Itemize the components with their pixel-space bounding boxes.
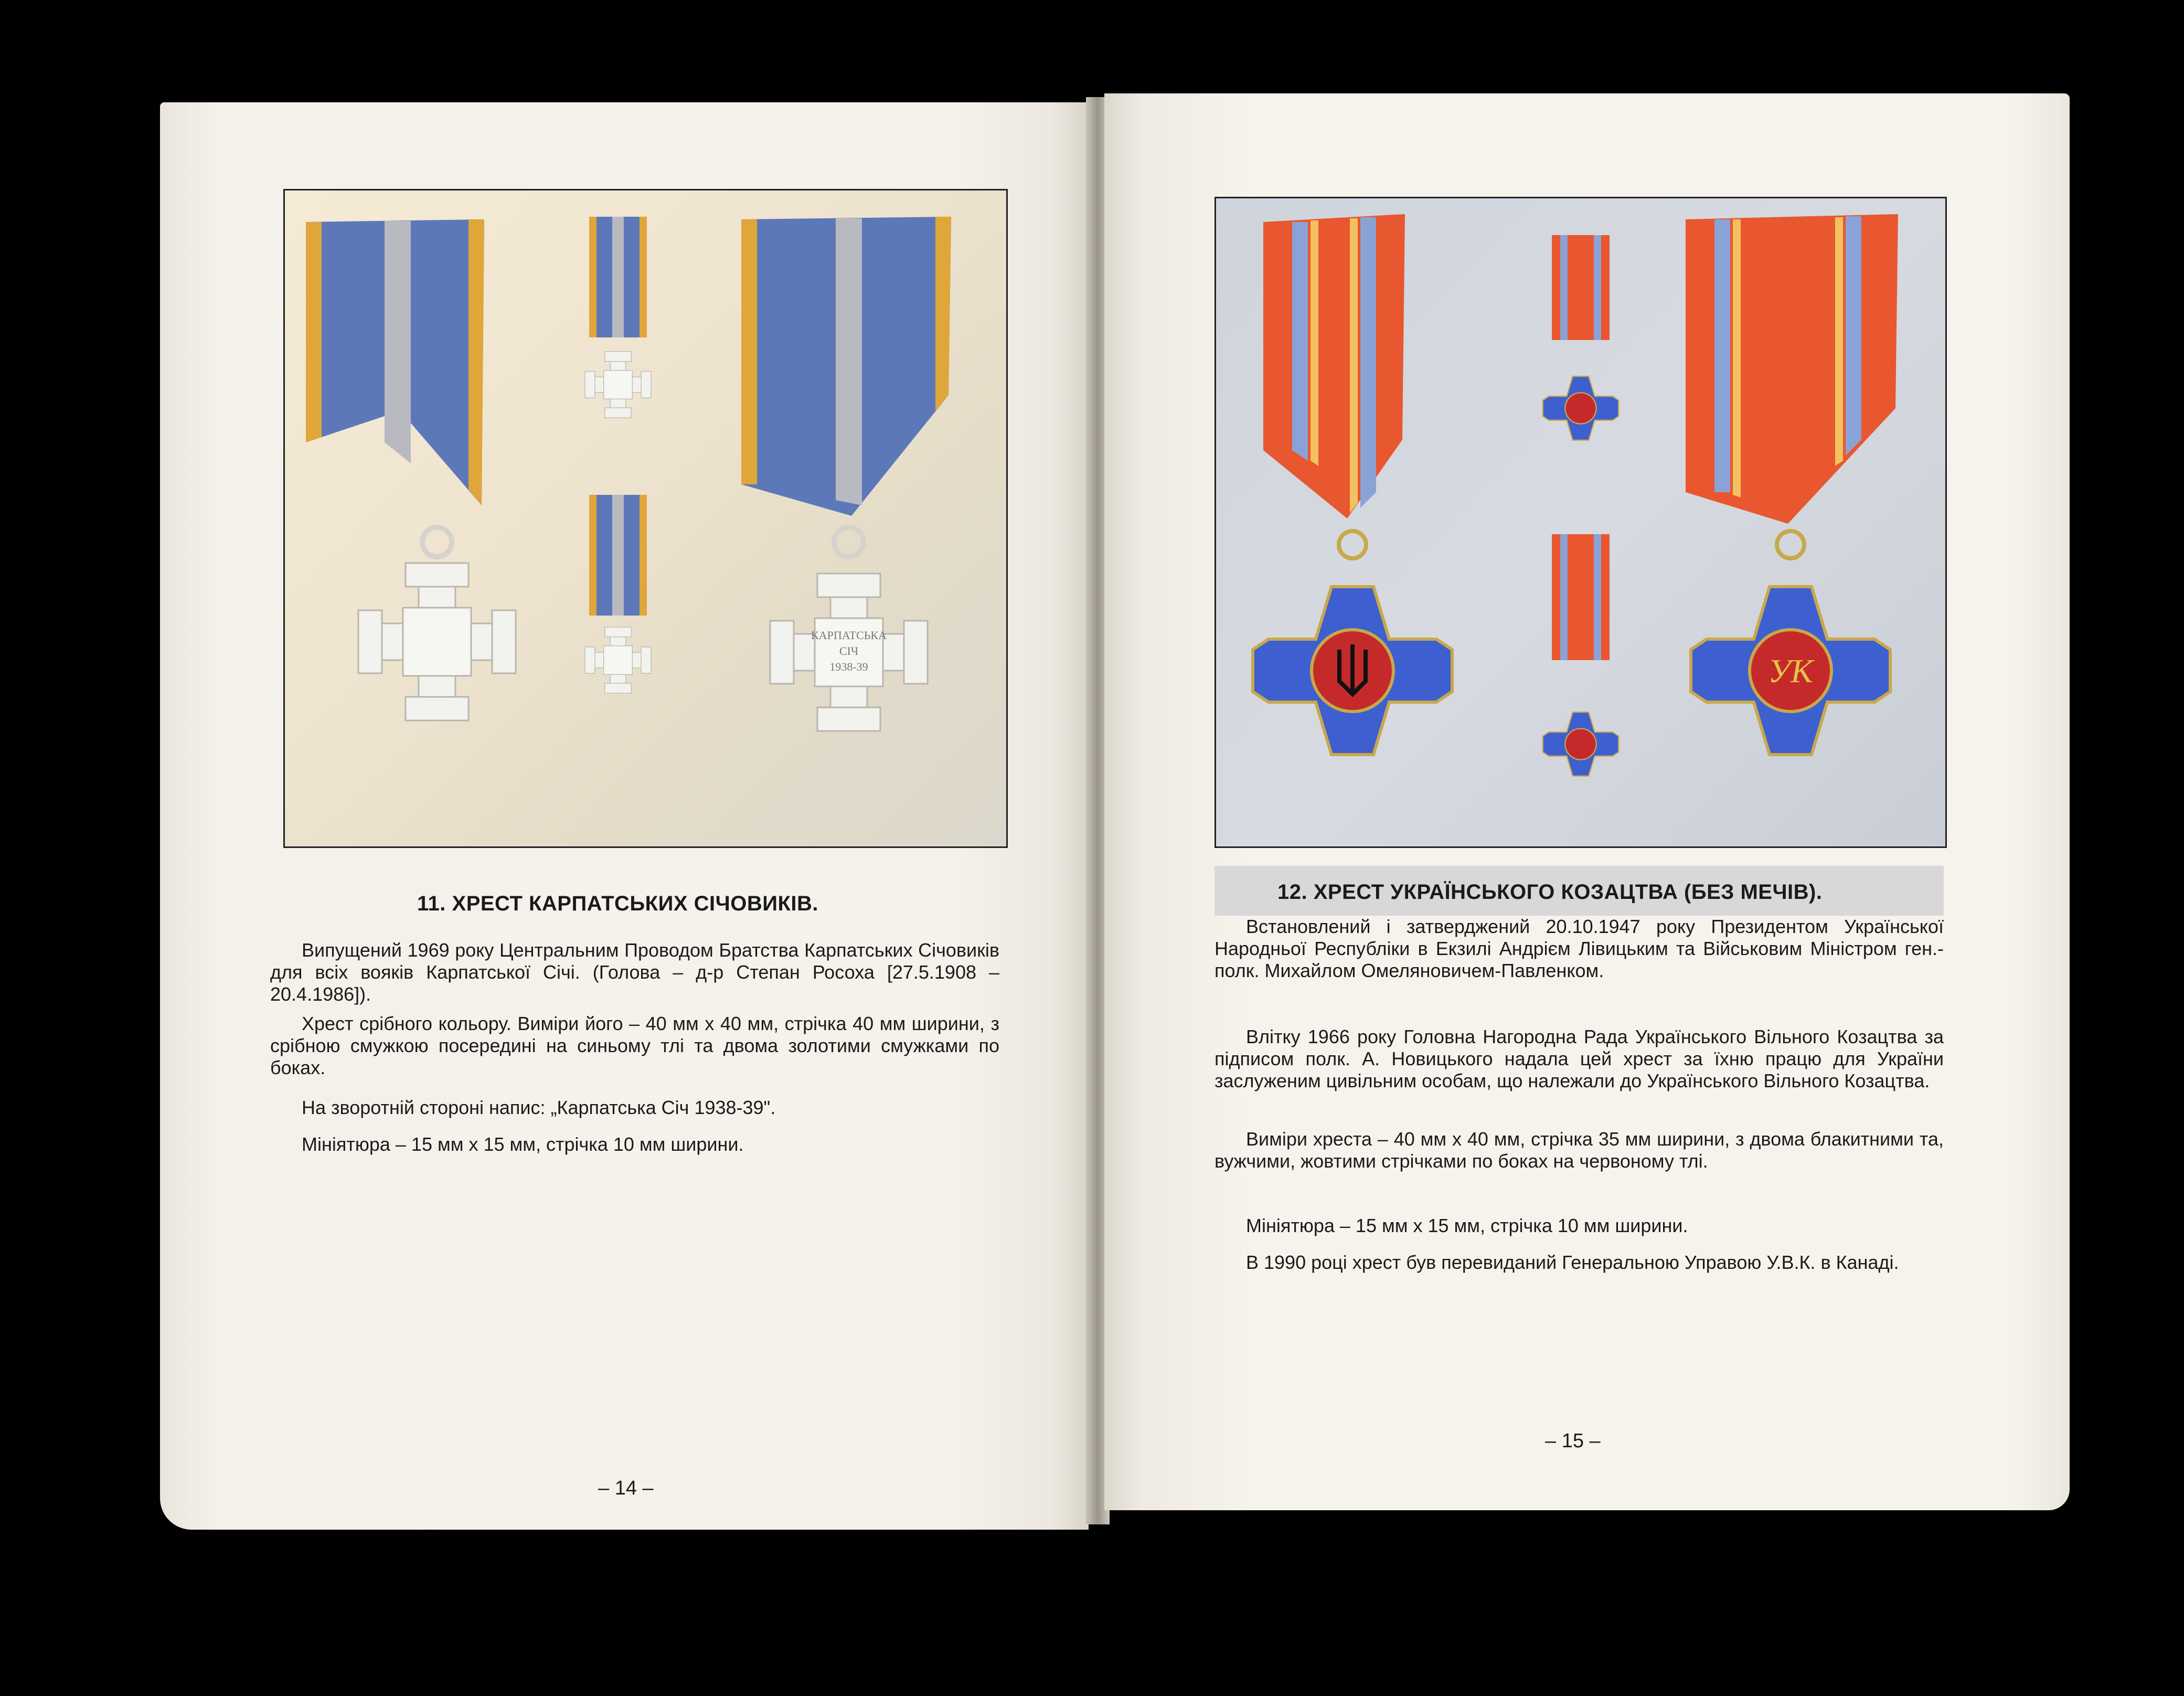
- right-paragraph-5: В 1990 році хрест був перевиданий Генеральною Управою У.В.К. в Канаді.: [1246, 1252, 1899, 1273]
- left-paragraph-4: Мініятюра – 15 мм х 15 мм, стрічка 10 мм ширини.: [302, 1133, 744, 1155]
- miniature-cross-trident: [1543, 712, 1618, 776]
- cossack-cross-illustration: [1216, 198, 1945, 846]
- miniature-cross-bottom: [585, 627, 651, 693]
- inscription-line3: 1938-39: [829, 660, 868, 673]
- red-miniature-ribbon-bottom: [1552, 534, 1610, 660]
- miniature-cross-top: [585, 352, 651, 418]
- left-paragraph-2: Хрест срібного кольору. Виміри його – 40 мм х 40 мм, стрічка 40 мм ширини, з срібною смужкою посередині на синьому тлі та двома золотими смужками по боках.: [270, 1013, 999, 1078]
- red-miniature-ribbon-top: [1552, 235, 1610, 340]
- large-cross-front: [358, 563, 516, 720]
- uk-monogram: УК: [1768, 652, 1813, 690]
- cross-with-trident: [1253, 587, 1452, 755]
- miniature-cross-uk: [1543, 376, 1618, 440]
- right-page-title: 12. ХРЕСТ УКРАЇНСЬКОГО КОЗАЦТВА (БЕЗ МЕЧІВ).: [1277, 881, 1823, 904]
- right-paragraph-3: Виміри хреста – 40 мм х 40 мм, стрічка 35 мм ширини, з двома блакитними та, вужчими, жовтими стрічками по боках на червоному тлі.: [1214, 1128, 1944, 1172]
- right-paragraph-2: Влітку 1966 року Головна Нагородна Рада Українського Вільного Козацтва за підписом полк. А. Новицького надала цей хрест за їхню працю для України заслуженим цивільним особам, що належали до Українського Вільного Козацтва.: [1214, 1026, 1944, 1091]
- left-page-number: – 14 –: [598, 1477, 654, 1499]
- inscription-line2: СІЧ: [839, 644, 859, 658]
- right-paragraph-1: Встановлений і затверджений 20.10.1947 року Президентом Української Народньої Республіки в Екзилі Андрієм Лівицьким та Військовим Міністром ген.-полк. Михайлом Омеляновичем-Павленком.: [1214, 916, 1944, 981]
- left-paragraph-1: Випущений 1969 року Центральним Проводом Братства Карпатських Січовиків для всіх вояків Карпатської Січі. (Голова – д-р Степан Росоха [27.5.1908 – 20.4.1986]).: [270, 939, 999, 1005]
- ribbon-left: [306, 219, 484, 505]
- right-page-number: – 15 –: [1545, 1430, 1601, 1452]
- carpathian-cross-photo: [283, 189, 1008, 848]
- ribbon-right: [741, 217, 951, 516]
- cossack-cross-photo: [1214, 197, 1947, 848]
- right-paragraph-4: Мініятюра – 15 мм х 15 мм, стрічка 10 мм ширини.: [1246, 1215, 1688, 1236]
- miniature-ribbon-top: [589, 217, 647, 337]
- red-ribbon-left: [1263, 214, 1405, 518]
- carpathian-cross-illustration: [285, 190, 1006, 846]
- inscription-line1: КАРПАТСЬКА: [811, 629, 887, 642]
- left-paragraph-3: На зворотній стороні напис: „Карпатська Січ 1938-39".: [302, 1097, 776, 1118]
- miniature-ribbon-bottom: [589, 495, 647, 616]
- left-page-title: 11. ХРЕСТ КАРПАТСЬКИХ СІЧОВИКІВ.: [417, 892, 819, 915]
- red-ribbon-right: [1686, 214, 1898, 524]
